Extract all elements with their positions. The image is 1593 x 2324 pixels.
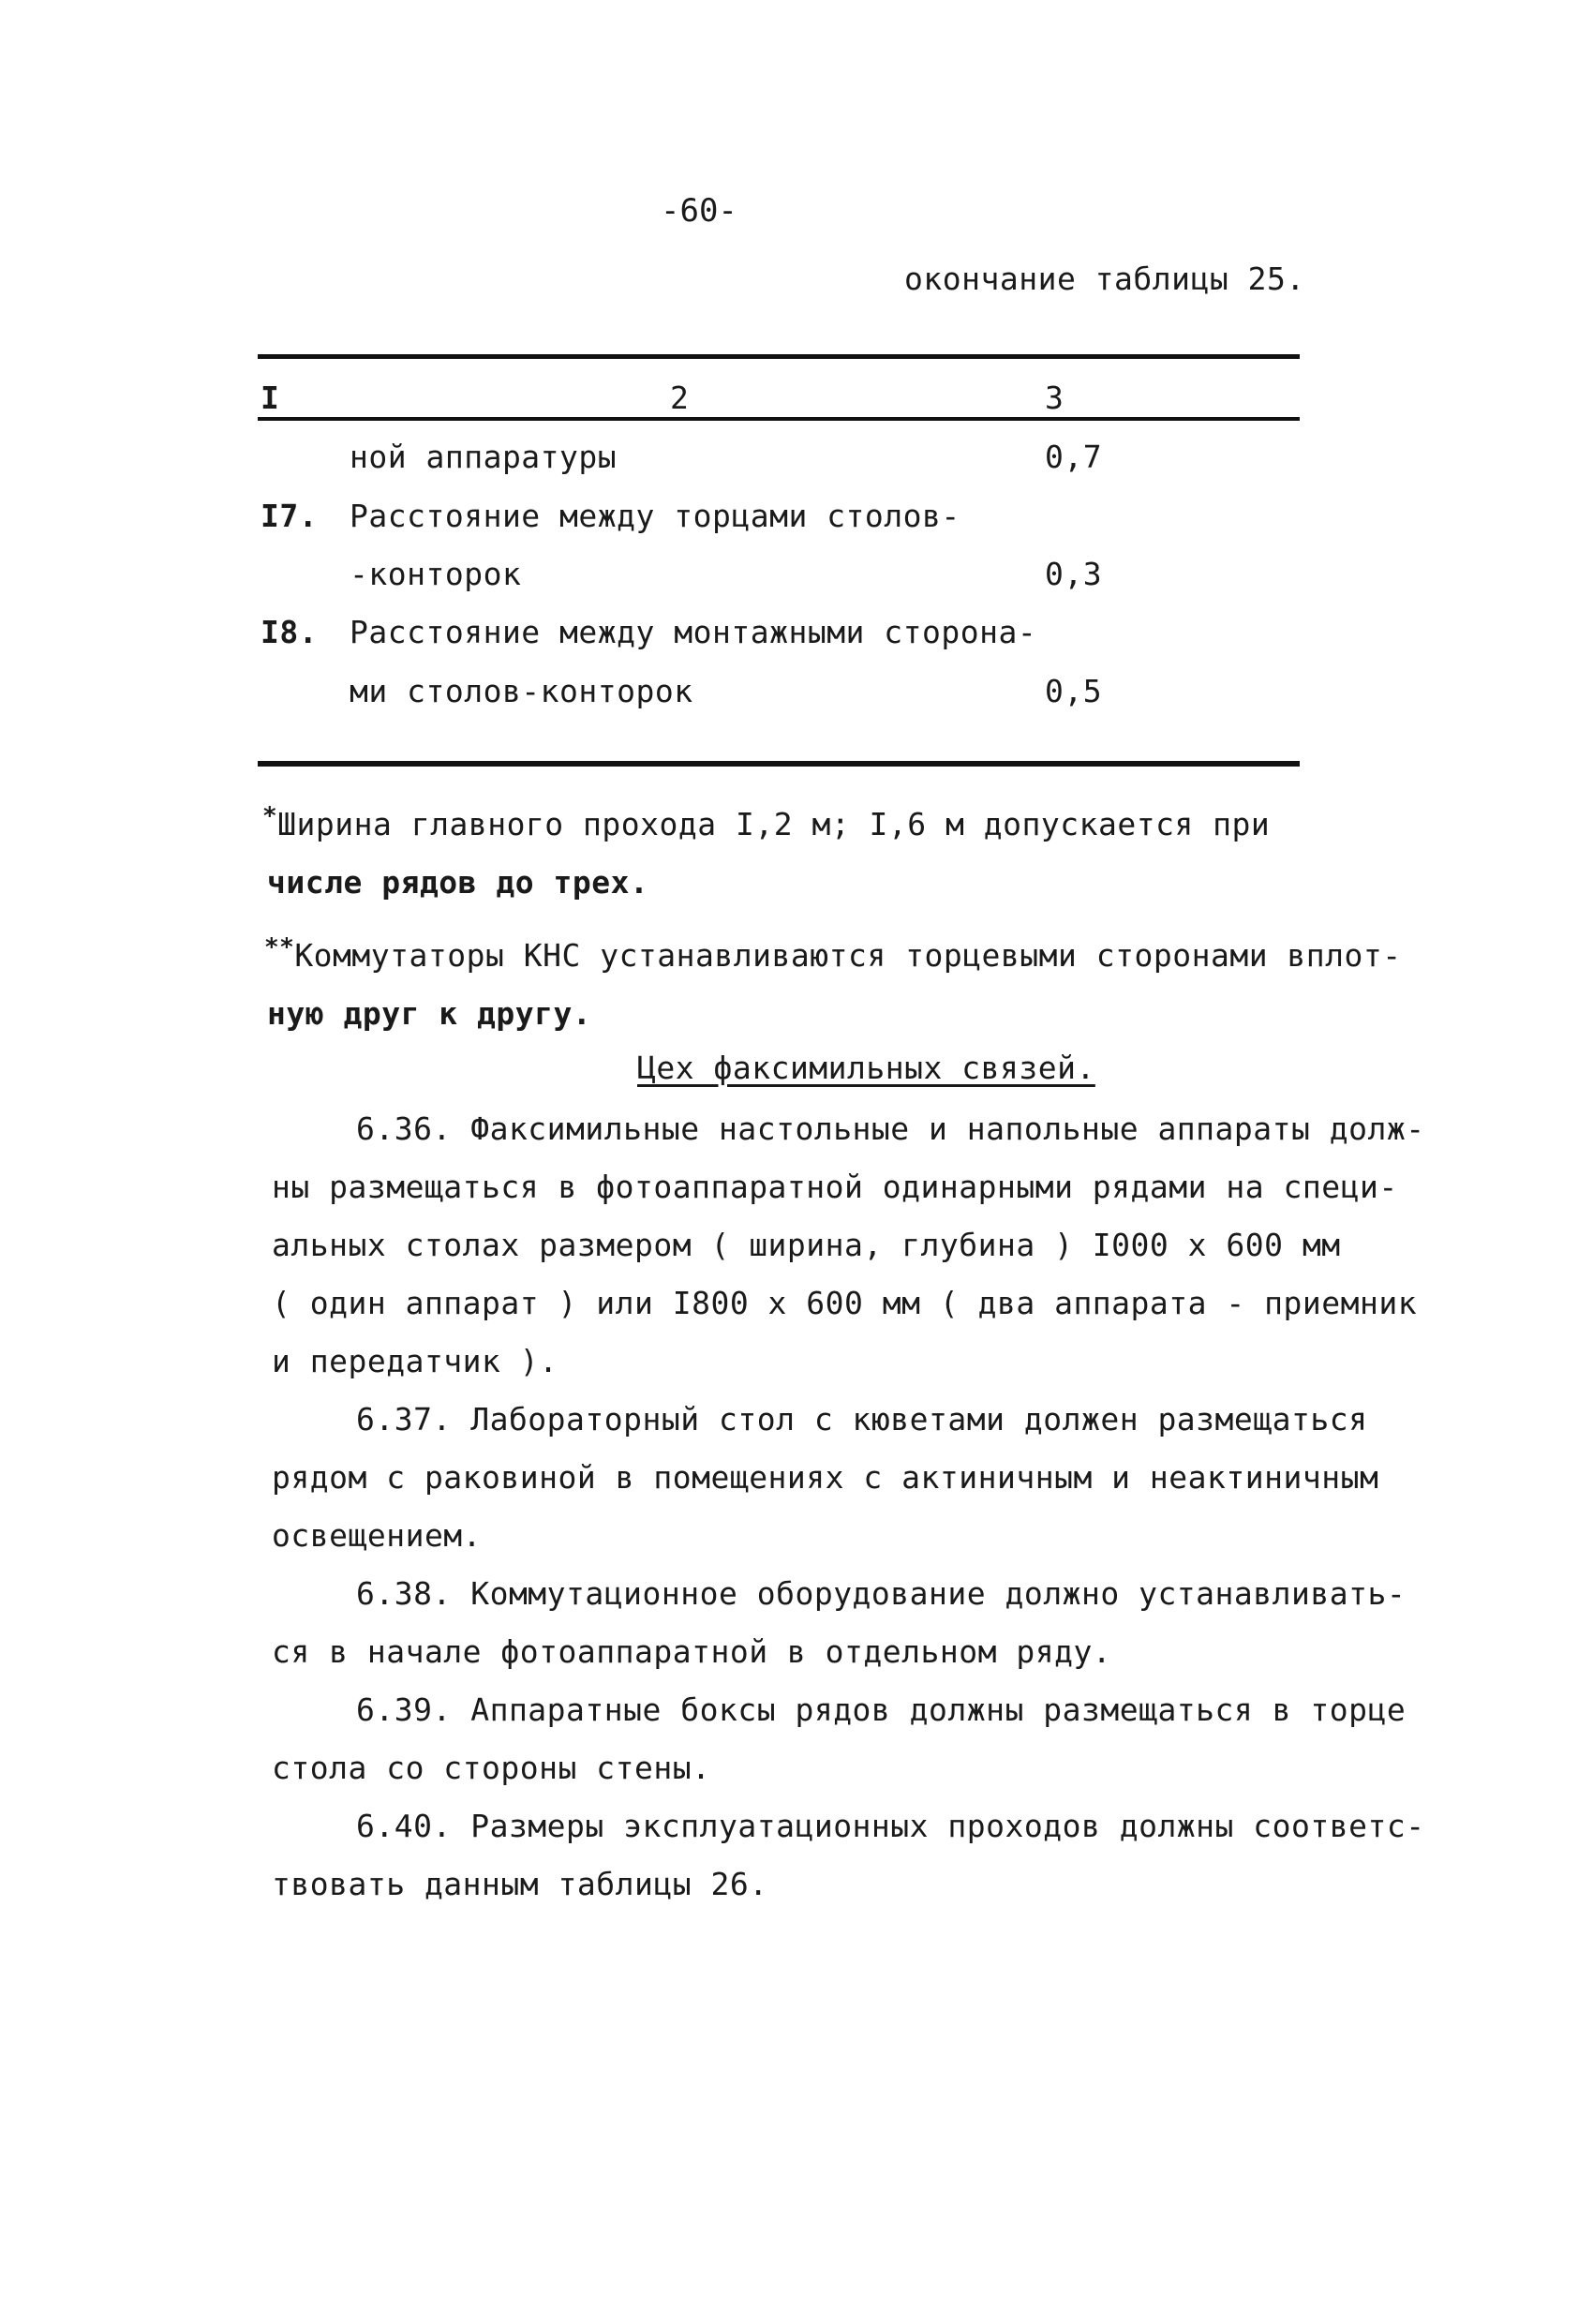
paragraph-6-39-line-2: стола со стороны стены. (272, 1750, 711, 1786)
table-row-3-number: I8. (261, 614, 319, 650)
paragraph-6-37-line-2: рядом с раковиной в помещениях с актиничным и неактиничным (272, 1459, 1379, 1496)
table-row-3-line-2: ми столов-конторок (350, 673, 693, 709)
table-header-col-1: I (261, 380, 280, 416)
paragraph-6-40-line-2: твовать данным таблицы 26. (272, 1866, 768, 1902)
paragraph-6-37-line-3: освещением. (272, 1517, 483, 1554)
footnote-2-line-1: Коммутаторы КНС устанавливаются торцевыми сторонами вплот- (294, 937, 1402, 974)
page-number: -60- (661, 192, 737, 230)
table-header-col-3: 3 (1045, 380, 1064, 416)
table-header-col-2: 2 (670, 380, 690, 416)
table-caption: окончание таблицы 25. (904, 261, 1305, 297)
table-header-rule (258, 417, 1300, 421)
table-row-2-number: I7. (261, 498, 319, 534)
footnote-1-line-2: числе рядов до трех. (267, 864, 649, 901)
paragraph-6-37-line-1: 6.37. Лабораторный стол с кюветами должен размещаться (356, 1401, 1368, 1438)
paragraph-6-36-line-5: и передатчик ). (272, 1343, 558, 1379)
paragraph-6-40-line-1: 6.40. Размеры эксплуатационных проходов должны соответс- (356, 1808, 1425, 1844)
table-row-1-line-1: ной аппаратуры (350, 439, 618, 475)
paragraph-6-39-line-1: 6.39. Аппаратные боксы рядов должны размещаться в торце (356, 1691, 1407, 1728)
paragraph-6-36-line-3: альных столах размером ( ширина, глубина ) I000 х 600 мм (272, 1227, 1341, 1263)
paragraph-6-36-line-4: ( один аппарат ) или I800 х 600 мм ( два аппарата - приемник (272, 1285, 1418, 1321)
footnote-1-mark: * (262, 802, 278, 830)
table-row-3-line-1: Расстояние между монтажными сторона- (350, 614, 1037, 650)
paragraph-6-36-line-1: 6.36. Факсимильные настольные и напольные аппараты долж- (356, 1110, 1425, 1147)
footnote-2-line-2: ную друг к другу. (267, 995, 592, 1032)
table-row-1-value: 0,7 (1045, 439, 1103, 475)
paragraph-6-38-line-1: 6.38. Коммутационное оборудование должно устанавливать- (356, 1575, 1407, 1612)
paragraph-6-36-line-2: ны размещаться в фотоаппаратной одинарными рядами на специ- (272, 1169, 1398, 1205)
section-heading: Цех факсимильных связей. (637, 1050, 1095, 1086)
table-row-2-value: 0,3 (1045, 556, 1103, 592)
table-top-rule (258, 354, 1300, 359)
table-row-3-value: 0,5 (1045, 673, 1103, 709)
table-row-2-line-1: Расстояние между торцами столов- (350, 498, 960, 534)
table-row-2-line-2: -конторок (350, 556, 522, 592)
footnote-1-line-1: Ширина главного прохода I,2 м; I,6 м допускается при (277, 806, 1271, 842)
paragraph-6-38-line-2: ся в начале фотоаппаратной в отдельном ряду. (272, 1633, 1112, 1670)
table-bottom-rule (258, 761, 1300, 767)
footnote-2-mark: ** (264, 933, 295, 961)
